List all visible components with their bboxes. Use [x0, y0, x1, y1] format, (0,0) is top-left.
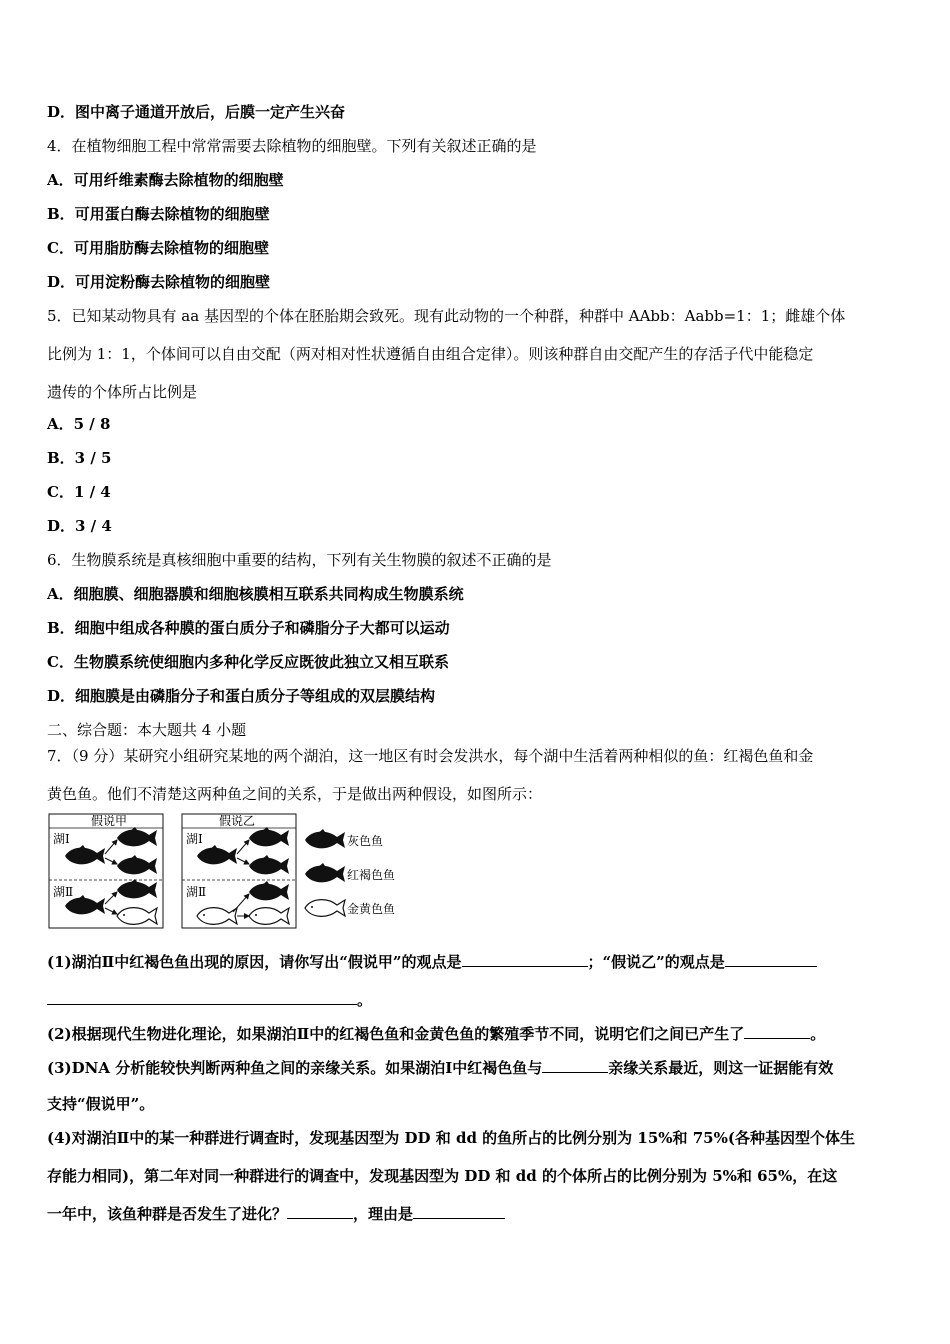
- panel2-lake2-label: 湖Ⅱ: [186, 885, 207, 899]
- question-5-line1: 5．已知某动物具有 aa 基因型的个体在胚胎期会致死。现有此动物的一个种群，种群中 AAbb：Aabb=1：1；雌雄个体: [47, 307, 846, 325]
- sub-q1-text-a: (1)湖泊Ⅱ中红褐色鱼出现的原因，请你写出“假说甲”的观点是: [47, 953, 462, 971]
- answer-blank-1a[interactable]: [462, 950, 588, 967]
- question-7-line1: 7．（9 分）某研究小组研究某地的两个湖泊，这一地区有时会发洪水，每个湖中生活着两种相似的鱼：红褐色鱼和金: [47, 747, 814, 765]
- answer-blank-4b[interactable]: [413, 1202, 505, 1219]
- sub-q4-text-c: 一年中，该鱼种群是否发生了进化？: [47, 1205, 288, 1223]
- q5-option-c: C．1 / 4: [47, 483, 111, 501]
- legend-golden-fish: 金黄色鱼: [347, 902, 396, 916]
- q5-option-a: A．5 / 8: [47, 415, 111, 433]
- sub-q2-end: 。: [810, 1025, 826, 1043]
- panel1-lake1-label: 湖Ⅰ: [53, 832, 70, 846]
- q6-option-b: B．细胞中组成各种膜的蛋白质分子和磷脂分子大都可以运动: [47, 619, 450, 637]
- q6-option-a: A．细胞膜、细胞器膜和细胞核膜相互联系共同构成生物膜系统: [47, 585, 464, 603]
- sub-q3-text-b: 亲缘关系最近，则这一证据能有效: [608, 1059, 834, 1077]
- q4-option-d: D．可用淀粉酶去除植物的细胞壁: [47, 273, 271, 291]
- sub-q1-end: 。: [357, 991, 373, 1009]
- answer-blank-4a[interactable]: [287, 1202, 353, 1219]
- legend: [305, 829, 395, 916]
- sub-question-1-cont: [47, 988, 372, 1010]
- question-5-line2: 比例为 1：1，个体间可以自由交配（两对相对性状遵循自由组合定律）。则该种群自由交配产生的存活子代中能稳定: [47, 345, 814, 363]
- question-4: 4．在植物细胞工程中常常需要去除植物的细胞壁。下列有关叙述正确的是: [47, 137, 537, 155]
- question-7-line2: 黄色鱼。他们不清楚这两种鱼之间的关系，于是做出两种假设，如图所示：: [47, 785, 543, 803]
- sub-question-3-cont: 支持“假说甲”。: [47, 1095, 155, 1113]
- answer-blank-1b[interactable]: [725, 950, 817, 967]
- sub-question-4-line2: 存能力相同)，第二年对同一种群进行的调查中，发现基因型为 DD 和 dd 的个体所占的比例分别为 5%和 65%，在这: [47, 1167, 838, 1185]
- hypothesis-figure: [47, 812, 417, 932]
- sub-question-2: [47, 1022, 825, 1044]
- q6-option-c: C．生物膜系统使细胞内多种化学反应既彼此独立又相互联系: [47, 653, 449, 671]
- q6-option-d: D．细胞膜是由磷脂分子和蛋白质分子等组成的双层膜结构: [47, 687, 436, 705]
- q4-option-a: A．可用纤维素酶去除植物的细胞壁: [47, 171, 284, 189]
- panel2-title: 假说乙: [219, 814, 256, 828]
- answer-blank-1c[interactable]: [47, 988, 357, 1005]
- q4-option-c: C．可用脂肪酶去除植物的细胞壁: [47, 239, 269, 257]
- q5-option-b: B．3 / 5: [47, 449, 112, 467]
- section-2-heading: 二、综合题：本大题共 4 小题: [47, 721, 247, 739]
- sub-q2-text: (2)根据现代生物进化理论，如果湖泊Ⅱ中的红褐色鱼和金黄色鱼的繁殖季节不同，说明它们之间已产生了: [47, 1025, 745, 1043]
- sub-q1-text-b: ；“假说乙”的观点是: [587, 953, 725, 971]
- q4-option-b: B．可用蛋白酶去除植物的细胞壁: [47, 205, 270, 223]
- panel1-title: 假说甲: [91, 814, 128, 828]
- answer-blank-3[interactable]: [542, 1056, 608, 1073]
- q5-option-d: D．3 / 4: [47, 517, 112, 535]
- panel2-lake1-label: 湖Ⅰ: [186, 832, 203, 846]
- question-6: 6．生物膜系统是真核细胞中重要的结构，下列有关生物膜的叙述不正确的是: [47, 551, 552, 569]
- legend-gray-fish: 灰色鱼: [347, 834, 384, 848]
- panel1-lake2-label: 湖Ⅱ: [53, 885, 74, 899]
- legend-red-brown-fish: 红褐色鱼: [347, 868, 396, 882]
- sub-question-4-line3: [47, 1202, 505, 1224]
- answer-blank-2[interactable]: [744, 1022, 810, 1039]
- question-5-line3: 遗传的个体所占比例是: [47, 383, 198, 401]
- sub-question-3: [47, 1056, 833, 1078]
- q3-option-d: D．图中离子通道开放后，后膜一定产生兴奋: [47, 103, 346, 121]
- sub-q4-text-d: ，理由是: [353, 1205, 414, 1223]
- sub-question-1: [47, 950, 817, 972]
- sub-q3-text-a: (3)DNA 分析能较快判断两种鱼之间的亲缘关系。如果湖泊Ⅰ中红褐色鱼与: [47, 1059, 543, 1077]
- sub-question-4-line1: (4)对湖泊Ⅱ中的某一种群进行调查时，发现基因型为 DD 和 dd 的鱼所占的比例分别为 15%和 75%(各种基因型个体生: [47, 1129, 855, 1147]
